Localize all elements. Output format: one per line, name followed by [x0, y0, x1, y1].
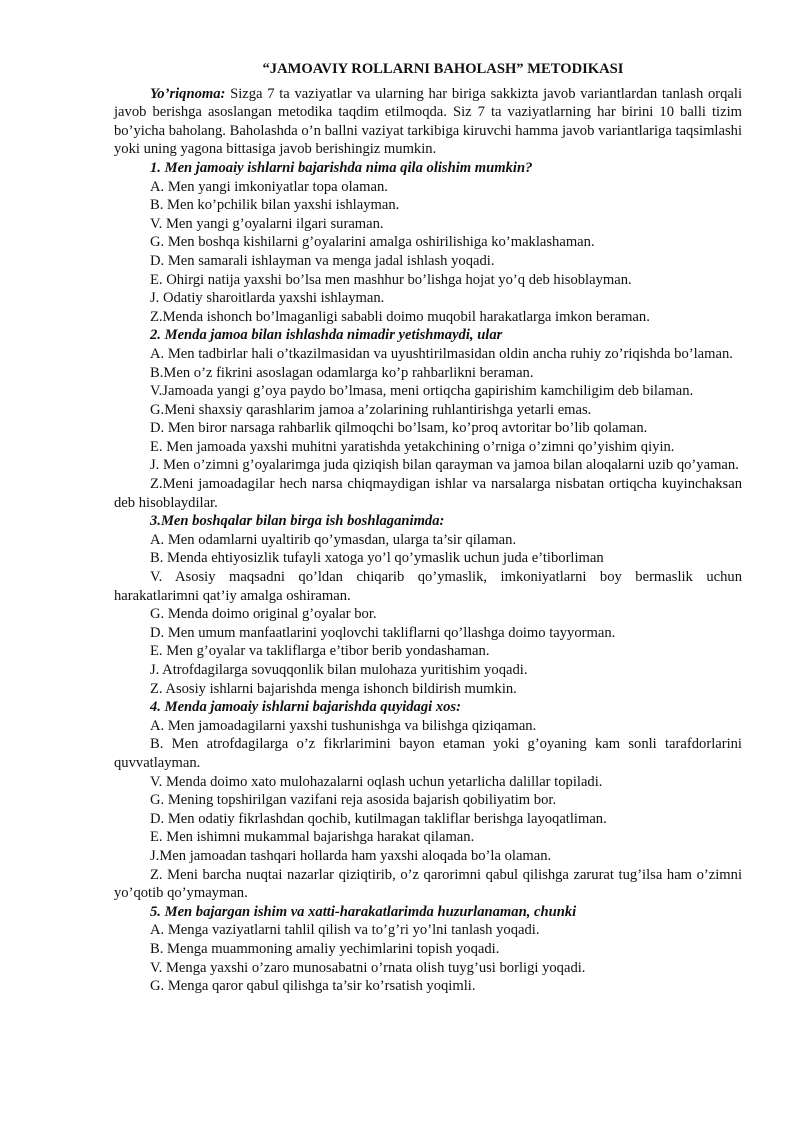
answer-option: B. Menda ehtiyosizlik tufayli xatoga yo’l qo’ymaslik uchun juda e’tiborliman [150, 550, 604, 567]
question-section [114, 512, 742, 698]
answer-option: D. Men umum manfaatlarini yoqlovchi takliflarni qo’llashga doimo tayyorman. [150, 624, 616, 641]
question-section [114, 903, 742, 996]
answer-option: V. Menga yaxshi o’zaro munosabatni o’rnata olish tuyg’usi borligi yoqadi. [150, 959, 586, 976]
answer-option: D. Men samarali ishlayman va menga jadal ishlash yoqadi. [150, 252, 495, 269]
answer-option: V. Asosiy maqsadni qo’ldan chiqarib qo’ymaslik, imkoniyatlarni boy bermaslik uchun harakatlarimni qat’iy amalga oshiraman. [114, 569, 742, 604]
answer-option: V. Menda doimo xato mulohazalarni oqlash uchun yetarlicha dalillar topiladi. [150, 773, 603, 790]
answer-option: A. Menga vaziyatlarni tahlil qilish va to’g’ri yo’lni tanlash yoqadi. [150, 922, 540, 939]
answer-option: G. Men boshqa kishilarni g’oyalarini amalga oshirilishiga ko’maklashaman. [150, 234, 595, 251]
question-heading: 4. Menda jamoaiy ishlarni bajarishda quyidagi xos: [150, 699, 461, 716]
answer-option: G. Menga qaror qabul qilishga ta’sir ko’rsatish yoqimli. [150, 978, 476, 995]
answer-option: Z.Meni jamoadagilar hech narsa chiqmaydigan ishlar va narsalarga nisbatan ortiqcha kuyinchaksan deb hisoblaydilar. [114, 476, 742, 511]
answer-option: E. Men ishimni mukammal bajarishga harakat qilaman. [150, 829, 475, 846]
answer-option: B.Men o’z fikrini asoslagan odamlarga ko’p rahbarlikni beraman. [150, 364, 534, 381]
question-section [114, 326, 742, 512]
answer-option: G. Mening topshirilgan vazifani reja asosida bajarish qobiliyatim bor. [150, 792, 557, 809]
question-heading: 2. Menda jamoa bilan ishlashda nimadir yetishmaydi, ular [150, 327, 503, 344]
answer-option: D. Men biror narsaga rahbarlik qilmoqchi bo’lsam, ko’proq avtoritar bo’lib qolaman. [150, 420, 648, 437]
question-section [114, 159, 742, 326]
intro-paragraph [114, 85, 742, 159]
answer-option: G. Menda doimo original g’oyalar bor. [150, 606, 377, 623]
answer-option: Z. Asosiy ishlarni bajarishda menga ishonch bildirish mumkin. [150, 680, 517, 697]
question-heading: 3.Men boshqalar bilan birga ish boshlaganimda: [150, 513, 445, 530]
answer-option: J. Men o’zimni g’oyalarimga juda qiziqish bilan qarayman va jamoa bilan aloqalarni uzib qo’yaman. [150, 457, 739, 474]
answer-option: A. Men tadbirlar hali o’tkazilmasidan va uyushtirilmasidan oldin ancha ruhiy zo’riqishda bo’laman. [150, 345, 733, 362]
answer-option: A. Men jamoadagilarni yaxshi tushunishga va bilishga qiziqaman. [150, 717, 537, 734]
answer-option: E. Men g’oyalar va takliflarga e’tibor berib yondashaman. [150, 643, 490, 660]
answer-option: J. Atrofdagilarga sovuqqonlik bilan mulohaza yuritishim yoqadi. [150, 662, 528, 678]
intro-label: Yo’riqnoma: [150, 85, 226, 102]
answer-option: E. Men jamoada yaxshi muhitni yaratishda yetakchining o’rniga o’zimni qo’yishim qiyin. [150, 438, 675, 455]
question-heading: 5. Men bajargan ishim va xatti-harakatlarimda huzurlanaman, chunki [150, 903, 577, 920]
answer-option: D. Men odatiy fikrlashdan qochib, kutilmagan takliflar berishga layoqatliman. [150, 810, 607, 827]
answer-option: B. Men atrofdagilarga o’z fikrlarimini bayon etaman yoki g’oyaning kam sonli tarafdorlarini quvvatlayman. [114, 736, 742, 771]
question-heading: 1. Men jamoaiy ishlarni bajarishda nima qila olishim mumkin? [150, 159, 533, 176]
answer-option: Z.Menda ishonch bo’lmaganligi sababli doimo muqobil harakatlarga imkon beraman. [150, 308, 650, 325]
question-section [114, 698, 742, 903]
answer-option: G.Meni shaxsiy qarashlarim jamoa a’zolarining ruhlantirishga yetarli emas. [150, 401, 592, 418]
intro-text: Sizga 7 ta vaziyatlar va ularning har biriga sakkizta javob variantlardan tanlash orqali javob berishga asoslangan metodika taqdim etilmoqda. Siz 7 ta vaziyatlarning har birini 10 balli tizim bo’yicha baholang. Baholashda o’n ballni vaziyat tarkibiga kiruvchi hamma javob variantlariga taqsimlashi yoki uning yagona bittasiga javob berishingiz mumkin. [114, 85, 742, 158]
answer-option: B. Men ko’pchilik bilan yaxshi ishlayman. [150, 197, 400, 214]
answer-option: E. Ohirgi natija yaxshi bo’lsa men mashhur bo’lishga hojat yo’q deb hisoblayman. [150, 271, 632, 288]
answer-option: V.Jamoada yangi g’oya paydo bo’lmasa, meni ortiqcha gapirishim kamchiligim deb bilaman. [150, 383, 694, 400]
answer-option: A. Men odamlarni uyaltirib qo’ymasdan, ularga ta’sir qilaman. [150, 531, 517, 548]
answer-option: B. Menga muammoning amaliy yechimlarini topish yoqadi. [150, 940, 500, 957]
answer-option: A. Men yangi imkoniyatlar topa olaman. [150, 178, 388, 195]
document-title: “JAMOAVIY ROLLARNI BAHOLASH” METODIKASI [262, 61, 624, 77]
answer-option: V. Men yangi g’oyalarni ilgari suraman. [150, 215, 384, 232]
sections [114, 159, 742, 996]
answer-option: J.Men jamoadan tashqari hollarda ham yaxshi aloqada bo’la olaman. [150, 847, 552, 864]
answer-option: J. Odatiy sharoitlarda yaxshi ishlayman. [150, 290, 385, 307]
answer-option: Z. Meni barcha nuqtai nazarlar qiziqtirib, o’z qarorimni qabul qilishga zarurat tug’ilsa ham o’zimni yo’qotib qo’ymayman. [114, 866, 742, 902]
